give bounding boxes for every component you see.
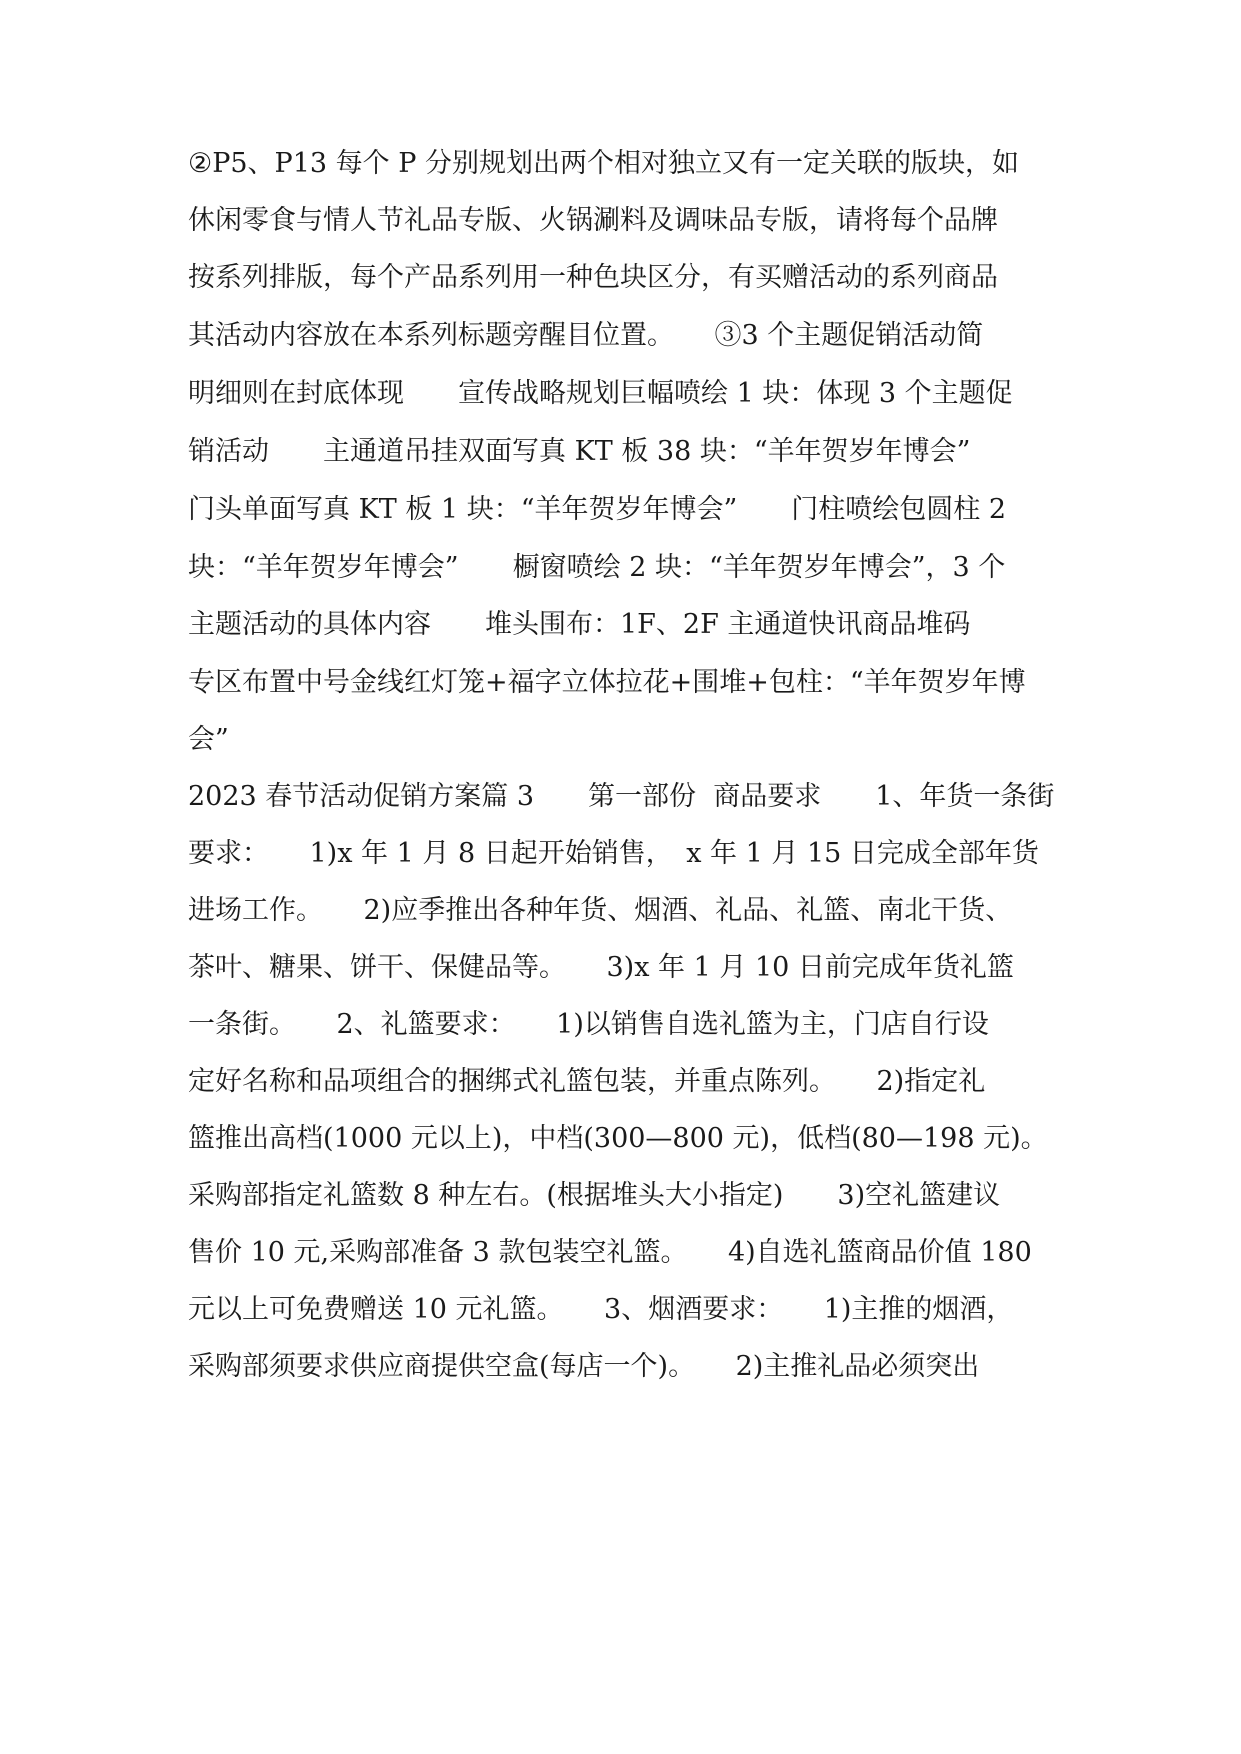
text-line: 一条街。 2、礼篮要求： 1)以销售自选礼篮为主，门店自行设 — [188, 1009, 989, 1040]
text-line: 休闲零食与情人节礼品专版、火锅涮料及调味品专版，请将每个品牌 — [188, 205, 998, 236]
text-line: 明细则在封底体现 宣传战略规划巨幅喷绘 1 块：体现 3 个主题促 — [188, 378, 1013, 409]
text-line: 主题活动的具体内容 堆头围布：1F、2F 主通道快讯商品堆码 — [188, 609, 971, 640]
text-line: ②P5、P13 每个 P 分别规划出两个相对独立又有一定关联的版块，如 — [188, 148, 1019, 179]
text-line: 采购部须要求供应商提供空盒(每店一个)。 2)主推礼品必须突出 — [188, 1351, 980, 1382]
text-line: 2023 春节活动促销方案篇 3 第一部份 商品要求 1、年货一条街 — [188, 781, 1055, 812]
text-line: 篮推出高档(1000 元以上)，中档(300—800 元)，低档(80—198 元)。 — [188, 1123, 1048, 1154]
text-line: 要求： 1)x 年 1 月 8 日起开始销售， x 年 1 月 15 日完成全部年货 — [188, 838, 1039, 869]
text-line: 其活动内容放在本系列标题旁醒目位置。 ③3 个主题促销活动简 — [188, 320, 984, 351]
text-line: 定好名称和品项组合的捆绑式礼篮包装，并重点陈列。 2)指定礼 — [188, 1066, 986, 1097]
text-line: 茶叶、糖果、饼干、保健品等。 3)x 年 1 月 10 日前完成年货礼篮 — [188, 952, 1014, 983]
text-line: 销活动 主通道吊挂双面写真 KT 板 38 块：“羊年贺岁年博会” — [188, 436, 971, 467]
text-line: 会” — [188, 724, 229, 755]
text-line: 售价 10 元,采购部准备 3 款包装空礼篮。 4)自选礼篮商品价值 180 — [188, 1237, 1032, 1268]
text-line: 进场工作。 2)应季推出各种年货、烟酒、礼品、礼篮、南北干货、 — [188, 895, 1013, 926]
text-line: 专区布置中号金线红灯笼+福字立体拉花+围堆+包柱：“羊年贺岁年博 — [188, 667, 1026, 698]
text-line: 门头单面写真 KT 板 1 块：“羊年贺岁年博会” 门柱喷绘包圆柱 2 — [188, 494, 1007, 525]
text-line: 块：“羊年贺岁年博会” 橱窗喷绘 2 块：“羊年贺岁年博会”，3 个 — [188, 552, 1006, 583]
text-line: 采购部指定礼篮数 8 种左右。(根据堆头大小指定) 3)空礼篮建议 — [188, 1180, 1001, 1211]
text-line: 元以上可免费赠送 10 元礼篮。 3、烟酒要求： 1)主推的烟酒， — [188, 1294, 1014, 1325]
text-line: 按系列排版，每个产品系列用一种色块区分，有买赠活动的系列商品 — [188, 262, 998, 293]
